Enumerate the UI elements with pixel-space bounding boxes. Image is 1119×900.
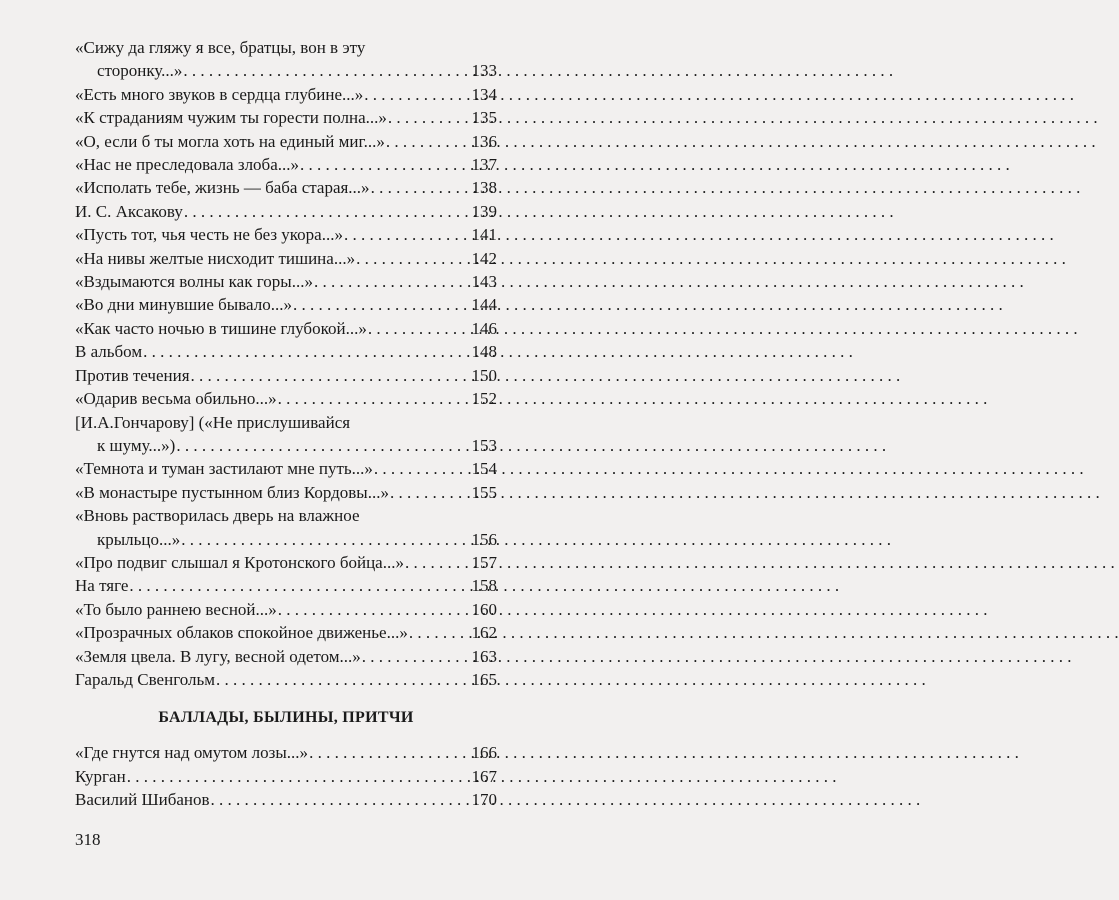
- toc-entry-title: сторонку...»: [97, 61, 183, 81]
- toc-entry-title: «Темнота и туман застилают мне путь...»: [75, 459, 373, 479]
- toc-entry-title: «Про подвиг слышал я Кротонского бойца...»: [75, 552, 404, 572]
- toc-entry-page: 150: [471, 365, 497, 385]
- toc-entry-page: 165: [471, 669, 497, 689]
- dot-leader: [278, 387, 471, 410]
- toc-entry-title: «Как часто ночью в тишине глубокой...»: [75, 318, 367, 338]
- dot-leader: [356, 247, 470, 270]
- toc-entry-row: [75, 434, 497, 457]
- toc-entry-page: 170: [471, 790, 497, 810]
- toc-entry-row: [75, 788, 497, 811]
- dot-leader: [176, 434, 470, 457]
- toc-entry-row: [75, 668, 497, 691]
- toc-entry-title: На тяге: [75, 576, 129, 596]
- toc-entry-page: 143: [471, 272, 497, 292]
- toc-entry-title: «Есть много звуков в сердца глубине...»: [75, 84, 364, 104]
- dot-leader: [293, 293, 471, 316]
- dot-leader: [127, 765, 471, 788]
- toc-entry-title: Курган: [75, 766, 126, 786]
- section-heading: БАЛЛАДЫ, БЫЛИНЫ, ПРИТЧИ: [158, 709, 414, 727]
- toc-entry-title-line: «Вновь растворилась дверь на влажное: [75, 506, 360, 526]
- toc-entry: [75, 293, 497, 316]
- dot-leader: [368, 317, 471, 340]
- toc-entry-page: 139: [471, 201, 497, 221]
- toc-entry-page: 144: [471, 295, 497, 315]
- dot-leader: [344, 223, 471, 246]
- toc-entry-title: И. С. Аксакову: [75, 201, 183, 221]
- toc-entry: [75, 223, 497, 246]
- dot-leader: [184, 200, 471, 223]
- toc-entry-page: 160: [471, 599, 497, 619]
- toc-entry-row: [75, 200, 497, 223]
- toc-entry-page: 137: [471, 155, 497, 175]
- dot-leader: [143, 340, 470, 363]
- toc-entry-title: «Прозрачных облаков спокойное движенье...»: [75, 623, 408, 643]
- toc-entry: [75, 668, 497, 691]
- toc-entry-row: [75, 176, 497, 199]
- toc-entry-row: [75, 270, 497, 293]
- toc-entry: [75, 598, 497, 621]
- toc-entry: [75, 387, 497, 410]
- toc-entry-row: [75, 83, 497, 106]
- toc-entry-row: [75, 765, 497, 788]
- toc-entry-row: [75, 528, 497, 551]
- dot-leader: [386, 130, 471, 153]
- dot-leader: [216, 668, 470, 691]
- toc-entry-row: [75, 457, 497, 480]
- toc-entry-page: 153: [471, 435, 497, 455]
- toc-entry: [75, 340, 497, 363]
- toc-entry-title: «То было раннею весной...»: [75, 599, 277, 619]
- toc-entry-title: «О, если б ты могла хоть на единый миг...»: [75, 131, 385, 151]
- toc-entry-title: Василий Шибанов: [75, 790, 210, 810]
- toc-entry-title: В альбом: [75, 342, 143, 362]
- toc-entry-page: 156: [471, 529, 497, 549]
- dot-leader: [300, 153, 471, 176]
- toc-entry-title: к шуму...»): [97, 435, 176, 455]
- toc-entry-row: [75, 621, 497, 644]
- toc-entry: [75, 317, 497, 340]
- toc-entry: [75, 247, 497, 270]
- dot-leader: [371, 176, 471, 199]
- toc-section-ballads: [75, 741, 497, 811]
- toc-entry-page: 163: [471, 646, 497, 666]
- toc-entry-row: [75, 741, 497, 764]
- toc-entry-page: 152: [471, 389, 497, 409]
- toc-entry: [75, 645, 497, 668]
- toc-entry-row: [75, 364, 497, 387]
- toc-entry-page: 142: [471, 248, 497, 268]
- toc-entry-page: 162: [471, 623, 497, 643]
- toc-entry-page: 134: [471, 84, 497, 104]
- toc-entry-row: [75, 481, 497, 504]
- dot-leader: [409, 621, 471, 644]
- toc-entry: [75, 741, 497, 764]
- toc-entry-row: [75, 317, 497, 340]
- toc-entry: [75, 551, 497, 574]
- dot-leader: [211, 788, 471, 811]
- toc-entry: [75, 153, 497, 176]
- toc-entry-page: 154: [471, 459, 497, 479]
- toc-page: [0, 0, 556, 900]
- dot-leader: [181, 528, 470, 551]
- dot-leader: [388, 106, 471, 129]
- toc-entry-title: «Исполать тебе, жизнь — баба старая...»: [75, 178, 370, 198]
- toc-entry: [75, 130, 497, 153]
- toc-entry-page: 141: [471, 225, 497, 245]
- toc-entry-page: 167: [471, 766, 497, 786]
- toc-entry: [75, 106, 497, 129]
- dot-leader: [278, 598, 471, 621]
- table-of-contents: [75, 36, 497, 812]
- toc-entry: [75, 788, 497, 811]
- dot-leader: [364, 83, 470, 106]
- toc-entry-title: «К страданиям чужим ты горести полна...»: [75, 108, 387, 128]
- toc-entry-row: [75, 551, 497, 574]
- dot-leader: [129, 574, 470, 597]
- toc-entry-page: 138: [471, 178, 497, 198]
- toc-entry: [75, 36, 497, 83]
- toc-entry-row: [75, 387, 497, 410]
- dot-leader: [390, 481, 471, 504]
- toc-entry-row: [75, 340, 497, 363]
- toc-entry-page: 157: [471, 552, 497, 572]
- toc-entry: [75, 457, 497, 480]
- toc-entry-row: [75, 293, 497, 316]
- toc-entry: [75, 574, 497, 597]
- toc-entry-row: [75, 598, 497, 621]
- toc-entry-row: [75, 59, 497, 82]
- toc-entry-row: [75, 153, 497, 176]
- toc-entry-title: «Нас не преследовала злоба...»: [75, 155, 299, 175]
- toc-entry: [75, 364, 497, 387]
- toc-entry-page: 136: [471, 131, 497, 151]
- toc-entry-title-line: [И.А.Гончарову] («Не прислушивайся: [75, 412, 351, 432]
- toc-entry-title: «Вздымаются волны как горы...»: [75, 272, 313, 292]
- toc-entry: [75, 270, 497, 293]
- toc-entry-row: [75, 247, 497, 270]
- toc-entry-title: «В монастыре пустынном близ Кордовы...»: [75, 482, 389, 502]
- toc-entry-title: «Пусть тот, чья честь не без укора...»: [75, 225, 343, 245]
- dot-leader: [405, 551, 471, 574]
- toc-entry-title: «На нивы желтые нисходит тишина...»: [75, 248, 356, 268]
- toc-entry-page: 135: [471, 108, 497, 128]
- dot-leader: [183, 59, 470, 82]
- toc-entry: [75, 200, 497, 223]
- dot-leader: [374, 457, 471, 480]
- toc-entry-page: 166: [471, 743, 497, 763]
- toc-entry-page: 158: [471, 576, 497, 596]
- toc-entry-row: [75, 130, 497, 153]
- dot-leader: [309, 741, 470, 764]
- toc-section-poems: [75, 36, 497, 691]
- toc-entry-title: «Где гнутся над омутом лозы...»: [75, 743, 309, 763]
- toc-entry-row: [75, 106, 497, 129]
- toc-entry-title-line: «Сижу да гляжу я все, братцы, вон в эту: [75, 38, 366, 57]
- toc-entry-row: [75, 223, 497, 246]
- dot-leader: [191, 364, 471, 387]
- toc-entry-page: 148: [471, 342, 497, 362]
- toc-entry: [75, 176, 497, 199]
- toc-entry-page: 155: [471, 482, 497, 502]
- toc-entry: [75, 765, 497, 788]
- toc-entry: [75, 83, 497, 106]
- toc-entry: [75, 504, 497, 551]
- toc-entry-row: [75, 645, 497, 668]
- page-number: 318: [75, 830, 101, 849]
- dot-leader: [362, 645, 471, 668]
- toc-entry-page: 133: [471, 61, 497, 81]
- toc-entry-title: «Земля цвела. В лугу, весной одетом...»: [75, 646, 361, 666]
- toc-entry-title: Против течения: [75, 365, 190, 385]
- toc-entry-title: «Одарив весьма обильно...»: [75, 389, 277, 409]
- toc-entry-row: [75, 574, 497, 597]
- toc-entry: [75, 621, 497, 644]
- toc-entry: [75, 481, 497, 504]
- toc-entry-title: крыльцо...»: [97, 529, 181, 549]
- dot-leader: [314, 270, 471, 293]
- toc-entry-page: 146: [471, 318, 497, 338]
- toc-entry: [75, 411, 497, 458]
- toc-entry-title: «Во дни минувшие бывало...»: [75, 295, 292, 315]
- toc-entry-title: Гаральд Свенгольм: [75, 669, 216, 689]
